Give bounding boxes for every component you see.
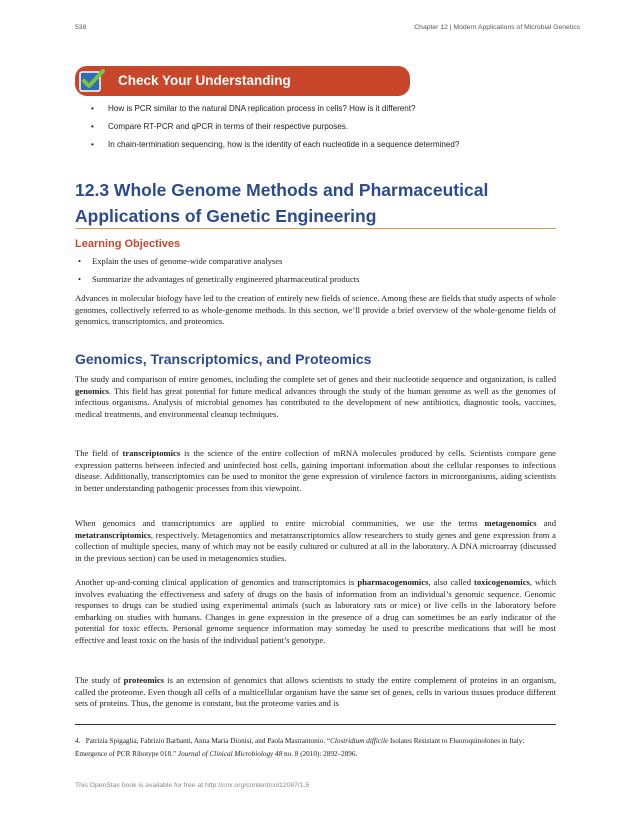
paragraph-pharmacogenomics: Another up-and-coming clinical application of genomics and transcriptomics is pharmacogenomics, also called toxicogenomics, which involves evaluating the effectiveness and safety of drugs on the basis of information from an individual’s genomic sequence. Genomic responses to drugs can be studied using experimental animals (such as laboratory rats or mice) or live cells in the laboratory before embarking on studies with humans. Changes in gene expression in the presence of a drug can sometimes be an early indicator of the potential for toxic effects. Personal genome sequence information may someday be used to prescribe medications that will be most effective and least toxic on the basis of the individual patient’s genotype. bbox=[75, 577, 557, 645]
term-genomics: genomics bbox=[75, 385, 109, 396]
list-item: • How is PCR similar to the natural DNA replication process in cells? How is it different? bbox=[91, 104, 459, 122]
term-toxicogenomics: toxicogenomics bbox=[474, 577, 530, 587]
paragraph-metagenomics: When genomics and transcriptomics are applied to entire microbial communities, we use the terms metagenomics and metatranscriptomics, respectively. Metagenomics and metatranscriptomics allow researchers to study genes and gene expression from a collection of multiple species, many of which may not be easily cultured or cultured at all in the laboratory. A DNA microarray (discussed in the previous section) can be used in metagenomics studies. bbox=[75, 518, 556, 563]
check-understanding-title: Check Your Understanding bbox=[118, 73, 291, 88]
section-title-line2: Applications of Genetic Engineering bbox=[75, 206, 377, 226]
subsection-heading: Genomics, Transcriptomics, and Proteomics bbox=[75, 351, 372, 367]
section-title-line1: 12.3 Whole Genome Methods and Pharmaceutical bbox=[75, 180, 489, 200]
learning-objectives-list bbox=[78, 256, 360, 292]
footnote: 4. Patrizia Spigaglia, Fabrizio Barbanti, Anna Maria Dionisi, and Paola Mastrantonio. “Clostridium difficile Isolates Resistant to Fluoroquinolones in Italy: Emergence of PCR Ribotype 018.” Journal of Clinical Microbiology 48 no. 8 (2010): 2892–2896. bbox=[75, 737, 525, 758]
term-transcriptomics: transcriptomics bbox=[122, 448, 181, 458]
list-item: • Explain the uses of genome-wide comparative analyses bbox=[78, 256, 360, 274]
checkbox-check-icon bbox=[79, 69, 105, 93]
paragraph-proteomics: The study of proteomics is an extension of genomics that allows scientists to study the entire complement of proteins in an organism, called the proteome. Even though all cells of a multicellular organism have the same set of genes, cells in various tissues produce different sets of proteins. Thus, the genome is constant, but the proteome varies and is bbox=[75, 675, 556, 708]
intro-paragraph: Advances in molecular biology have led to the creation of entirely new fields of science. Among these are fields that study aspects of whole genomes, collectively referred to as whole-genome methods. In this section, we’ll provide a brief overview of the whole-genome fields of genomics, transcriptomics, and proteomics. bbox=[75, 293, 556, 326]
check-understanding-list bbox=[91, 104, 459, 158]
section-title bbox=[75, 177, 555, 229]
paragraph-genomics: The study and comparison of entire genomes, including the complete set of genes and their nucleotide sequence and organization, is called genomics. This field has great potential for future medical advances through the study of the human genome as well as the genomes of infectious organisms. Analysis of microbial genomes has contributed to the development of new antibiotics, diagnostic tools, vaccines, medical treatments, and environmental cleanup techniques. bbox=[75, 374, 556, 419]
list-item: • Compare RT-PCR and qPCR in terms of their respective purposes. bbox=[91, 122, 459, 140]
paragraph-transcriptomics: The field of transcriptomics is the science of the entire collection of mRNA molecules produced by cells. Scientists compare gene expression patterns between infected and uninfected host cells, gaining important information about the cellular responses to infectious disease. Additionally, transcriptomics can be used to monitor the gene expression of virulence factors in microorganisms, aiding scientists in better understanding pathogenic processes from this viewpoint. bbox=[75, 448, 556, 493]
check-understanding-banner bbox=[75, 66, 410, 96]
list-item: • In chain-termination sequencing, how is the identity of each nucleotide in a sequence determined? bbox=[91, 140, 459, 158]
page-footer: This OpenStax book is available for free at http://cnx.org/content/col12087/1.5 bbox=[75, 782, 310, 789]
term-metagenomics: metagenomics bbox=[484, 518, 537, 528]
learning-objectives-heading: Learning Objectives bbox=[75, 238, 181, 250]
chapter-title: Chapter 12 | Modern Applications of Microbial Genetics bbox=[414, 24, 580, 31]
footnote-divider bbox=[75, 724, 556, 725]
term-pharmacogenomics: pharmacogenomics bbox=[357, 577, 429, 587]
term-metatranscriptomics: metatranscriptomics bbox=[75, 529, 151, 540]
list-item: • Summarize the advantages of genetically engineered pharmaceutical products bbox=[78, 274, 360, 292]
page-header bbox=[75, 24, 580, 31]
page-number: 538 bbox=[75, 24, 87, 31]
title-divider bbox=[75, 228, 556, 229]
term-proteomics: proteomics bbox=[123, 675, 165, 685]
